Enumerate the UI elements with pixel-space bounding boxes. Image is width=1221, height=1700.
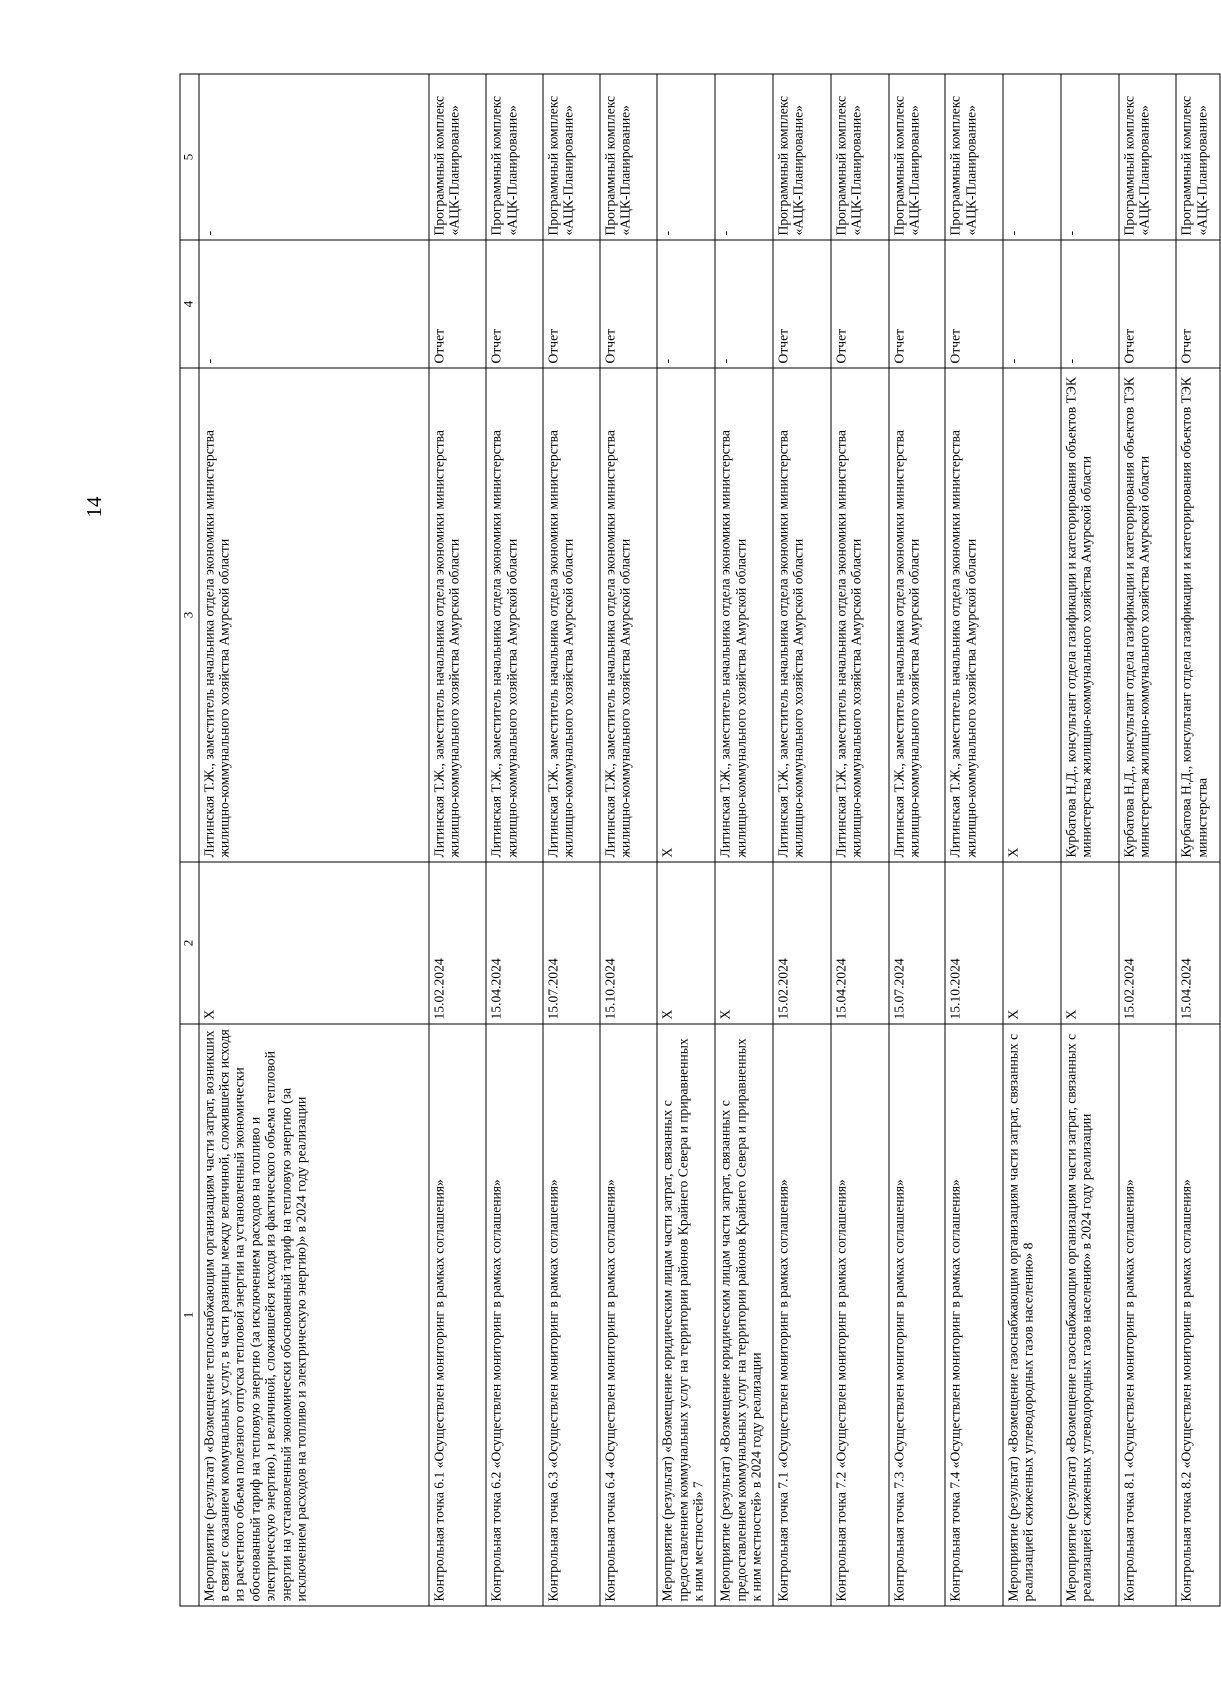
table-cell: Контрольная точка 6.1 «Осуществлен мониторинг в рамках соглашения» xyxy=(429,1024,487,1606)
table-cell: Литинская Т.Ж., заместитель начальника отдела экономики министерства жилищно-коммунального хозяйства Амурской области xyxy=(486,368,543,862)
table-cell: Отчет xyxy=(945,240,1003,368)
table-cell: Литинская Т.Ж., заместитель начальника отдела экономики министерства жилищно-коммунального хозяйства Амурской области xyxy=(715,368,773,862)
table-cell: Литинская Т.Ж., заместитель начальника отдела экономики министерства жилищно-коммунального хозяйства Амурской области xyxy=(889,368,946,862)
table-cell: Мероприятие (результат) «Возмещение юридическим лицам части затрат, связанных с предоставлением коммунальных услуг на территории районов Крайнего Севера и приравненных к ним местностей» в 2024 году реализации xyxy=(715,1024,773,1606)
table-row xyxy=(600,74,658,1606)
table-row xyxy=(1176,74,1220,1606)
table-cell: Отчет xyxy=(486,240,543,368)
table-cell: Отчет xyxy=(1176,240,1220,368)
table-row xyxy=(1061,74,1119,1606)
table-cell: Программный комплекс «АЦК-Планирование» xyxy=(773,74,831,240)
table-cell: Отчет xyxy=(831,240,889,368)
table-cell: Контрольная точка 8.1 «Осуществлен мониторинг в рамках соглашения» xyxy=(1119,1024,1177,1606)
table-cell: Мероприятие (результат) «Возмещение юридическим лицам части затрат, связанных с предоставлением коммунальных услуг на территории районов Крайнего Севера и приравненных к ним местностей» 7 xyxy=(657,1024,715,1606)
rotated-table-container xyxy=(180,75,1221,1607)
table-row xyxy=(889,74,946,1606)
table-cell: Мероприятие (результат) «Возмещение газоснабжающим организациям части затрат, связанных с реализацией сжиженных углеводородных газов населению» в 2024 году реализации xyxy=(1061,1024,1119,1606)
plan-table xyxy=(180,74,1221,1607)
table-cell: 15.02.2024 xyxy=(773,862,831,1024)
table-row xyxy=(831,74,889,1606)
table-cell: - xyxy=(1003,74,1061,240)
table-cell: X xyxy=(1003,862,1061,1024)
table-cell: 15.10.2024 xyxy=(945,862,1003,1024)
table-cell: Отчет xyxy=(600,240,658,368)
table-cell: 15.02.2024 xyxy=(1119,862,1177,1024)
table-cell: Литинская Т.Ж., заместитель начальника отдела экономики министерства жилищно-коммунального хозяйства Амурской области xyxy=(199,368,429,862)
table-cell: Программный комплекс «АЦК-Планирование» xyxy=(889,74,946,240)
table-cell: Литинская Т.Ж., заместитель начальника отдела экономики министерства жилищно-коммунального хозяйства Амурской области xyxy=(773,368,831,862)
table-row xyxy=(543,74,600,1606)
table-cell: Литинская Т.Ж., заместитель начальника отдела экономики министерства жилищно-коммунального хозяйства Амурской области xyxy=(831,368,889,862)
table-cell: Мероприятие (результат) «Возмещение газоснабжающим организациям части затрат, связанных с реализацией сжиженных углеводородных газов населению» 8 xyxy=(1003,1024,1061,1606)
table-cell: - xyxy=(657,74,715,240)
table-cell: Курбатова Н.Д., консультант отдела газификации и категорирования объектов ТЭК министерства жилищно-коммунального хозяйства Амурской области xyxy=(1119,368,1177,862)
table-cell: X xyxy=(657,862,715,1024)
table-cell: 15.04.2024 xyxy=(1176,862,1220,1024)
table-cell: - xyxy=(1003,240,1061,368)
table-row xyxy=(657,74,715,1606)
table-cell: Отчет xyxy=(543,240,600,368)
table-cell: Контрольная точка 6.2 «Осуществлен мониторинг в рамках соглашения» xyxy=(486,1024,543,1606)
column-header: 4 xyxy=(180,240,199,368)
table-cell: X xyxy=(1003,368,1061,862)
table-cell: Литинская Т.Ж., заместитель начальника отдела экономики министерства жилищно-коммунального хозяйства Амурской области xyxy=(429,368,487,862)
table-cell: X xyxy=(199,862,429,1024)
table-cell: 15.10.2024 xyxy=(600,862,658,1024)
column-header: 1 xyxy=(180,1024,199,1606)
table-cell: Отчет xyxy=(889,240,946,368)
table-cell: Программный комплекс «АЦК-Планирование» xyxy=(600,74,658,240)
table-cell: Курбатова Н.Д., консультант отдела газификации и категорирования объектов ТЭК министерства жилищно-коммунального хозяйства Амурской области xyxy=(1061,368,1119,862)
table-cell: X xyxy=(657,368,715,862)
table-cell: 15.04.2024 xyxy=(486,862,543,1024)
table-cell: Отчет xyxy=(429,240,487,368)
table-cell: - xyxy=(199,74,429,240)
table-cell: Программный комплекс «АЦК-Планирование» xyxy=(945,74,1003,240)
table-row xyxy=(715,74,773,1606)
table-cell: - xyxy=(199,240,429,368)
column-header: 3 xyxy=(180,368,199,862)
table-cell: 15.02.2024 xyxy=(429,862,487,1024)
table-cell: Контрольная точка 7.4 «Осуществлен мониторинг в рамках соглашения» xyxy=(945,1024,1003,1606)
column-header: 2 xyxy=(180,862,199,1024)
table-cell: - xyxy=(715,240,773,368)
table-row xyxy=(199,74,429,1606)
table-cell: Контрольная точка 6.4 «Осуществлен мониторинг в рамках соглашения» xyxy=(600,1024,658,1606)
table-cell: - xyxy=(715,74,773,240)
table-cell: Отчет xyxy=(1119,240,1177,368)
table-cell: Отчет xyxy=(773,240,831,368)
table-cell: Литинская Т.Ж., заместитель начальника отдела экономики министерства жилищно-коммунального хозяйства Амурской области xyxy=(945,368,1003,862)
table-cell: Контрольная точка 6.3 «Осуществлен мониторинг в рамках соглашения» xyxy=(543,1024,600,1606)
table-cell: 15.07.2024 xyxy=(889,862,946,1024)
page-number: 14 xyxy=(82,496,106,518)
table-cell: Программный комплекс «АЦК-Планирование» xyxy=(1119,74,1177,240)
table-cell: 15.04.2024 xyxy=(831,862,889,1024)
table-cell: X xyxy=(715,862,773,1024)
table-cell: Программный комплекс «АЦК-Планирование» xyxy=(486,74,543,240)
table-row xyxy=(429,74,487,1606)
table-cell: Контрольная точка 7.3 «Осуществлен мониторинг в рамках соглашения» xyxy=(889,1024,946,1606)
table-cell: - xyxy=(1061,74,1119,240)
table-cell: Литинская Т.Ж., заместитель начальника отдела экономики министерства жилищно-коммунального хозяйства Амурской области xyxy=(543,368,600,862)
table-cell: Контрольная точка 7.1 «Осуществлен мониторинг в рамках соглашения» xyxy=(773,1024,831,1606)
table-row xyxy=(1003,74,1061,1606)
table-cell: Курбатова Н.Д., консультант отдела газификации и категорирования объектов ТЭК министерства xyxy=(1176,368,1220,862)
table-cell: Программный комплекс «АЦК-Планирование» xyxy=(429,74,487,240)
table-row xyxy=(1119,74,1177,1606)
table-row xyxy=(945,74,1003,1606)
table-cell: Мероприятие (результат) «Возмещение теплоснабжающим организациям части затрат, возникших в связи с оказанием коммунальных услуг, в части разницы между величиной, сложившейся исходя из расчетного объема полезного отпуска тепловой энергии на установленный экономически обоснованный тариф на тепловую энергию (за исключением расходов на топливо и электрическую энергию), и величиной, сложившейся исходя из фактического объема тепловой энергии на установленный экономически обоснованный тариф на тепловую энергию (за исключением расходов на топливо и электрическую энергию)» в 2024 году реализации xyxy=(199,1024,429,1606)
table-cell: Программный комплекс «АЦК-Планирование» xyxy=(831,74,889,240)
table-cell: - xyxy=(657,240,715,368)
table-cell: Контрольная точка 7.2 «Осуществлен мониторинг в рамках соглашения» xyxy=(831,1024,889,1606)
table-cell: 15.07.2024 xyxy=(543,862,600,1024)
table-cell: X xyxy=(1061,862,1119,1024)
table-cell: Программный комплекс «АЦК-Планирование» xyxy=(1176,74,1220,240)
table-row xyxy=(773,74,831,1606)
table-cell: - xyxy=(1061,240,1119,368)
table-cell: Контрольная точка 8.2 «Осуществлен мониторинг в рамках соглашения» xyxy=(1176,1024,1220,1606)
table-cell: Программный комплекс «АЦК-Планирование» xyxy=(543,74,600,240)
table-row xyxy=(486,74,543,1606)
header-row xyxy=(180,74,199,1606)
column-header: 5 xyxy=(180,74,199,240)
table-cell: Литинская Т.Ж., заместитель начальника отдела экономики министерства жилищно-коммунального хозяйства Амурской области xyxy=(600,368,658,862)
